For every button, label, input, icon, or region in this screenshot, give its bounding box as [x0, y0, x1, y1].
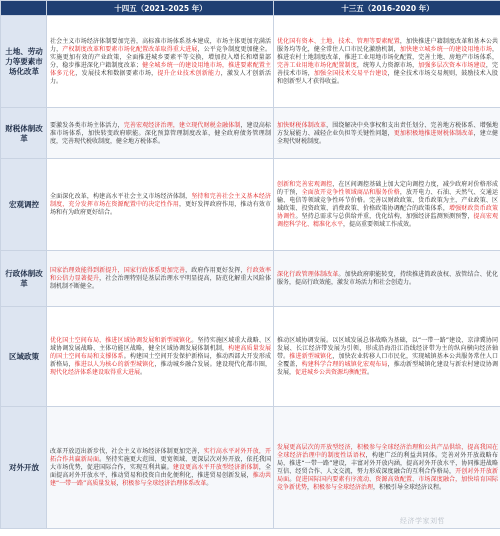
header-blank-cell	[1, 1, 47, 16]
highlighted-text: 更加积极地推进财税体制改革	[393, 129, 474, 137]
plain-text: ，加快农业转移人口市民化，实现城镇基本公共服务常住人口全覆盖，	[277, 353, 498, 368]
row-category: 财税体制改革	[1, 108, 47, 159]
plain-text: ，建设高标准市场体系，加快转变政府职能。深化预算管理制度改革，健全政府债务管理制度，完善现代税收制度，健全地方税体系。	[50, 121, 271, 145]
header-13th-plan: 十三五（2016-2020 年）	[274, 1, 500, 16]
plain-text: ，建立健全现代财税制度。	[277, 129, 498, 145]
highlighted-text: 现代化经济体系建设取得重大进展	[50, 369, 141, 376]
highlighted-text: 加强多层次资本市场建设	[418, 62, 486, 69]
plain-text: 。坚持实施更大范围、更宽领域、更深层次对外开放，依托我国大市场优势，促进国际合作，实现互利共赢。	[50, 456, 271, 471]
highlighted-text: 健全城乡统一的建设用地市场，推进要素配置主体多元化	[50, 62, 271, 77]
highlighted-text: 促进国际国内要素有序流动、资源高效配置、市场深度融合，加快培育国际竞争新优势	[277, 476, 498, 491]
plain-text: ，围绕解决中央事权和支出责任划分、完善地方税体系、增强地方发展能力、减轻企业负担等关键性问题，	[277, 121, 498, 137]
plain-text: ，激发人才创新活力。	[50, 70, 271, 85]
highlighted-text: 开创对外开放新局面	[277, 468, 498, 483]
cell-14th-plan-text	[47, 251, 274, 307]
row-category: 行政体制改革	[1, 251, 47, 307]
header-14th-plan: 十四五（2021-2025 年）	[47, 1, 274, 16]
plain-text: ，推进农村土地制度改革，推进工业用地市场化配置，完善土地、房地产市场体系，	[277, 46, 498, 61]
plain-text: 。	[367, 369, 374, 376]
cell-14th-plan-text	[47, 159, 274, 251]
plain-text: ，健全技术市场交易规则，鼓励技术入股和创新型人才获得收益。	[277, 70, 498, 85]
plain-text: ，推动新型城镇化建设与新农村建设协调发展，	[277, 361, 498, 376]
plain-text: ，积极引导全球经济议程。	[373, 484, 446, 491]
cell-14th-plan-text	[47, 16, 274, 108]
highlighted-text: 加快财税体制改革	[277, 121, 327, 129]
table-row-factor-market-reform	[1, 16, 500, 108]
highlighted-text: 深化行政管理体制改革	[277, 271, 339, 278]
table-row-regional-policy	[1, 307, 500, 407]
cell-14th-plan-text	[47, 108, 274, 159]
highlighted-text: 加快建立城乡统一的建设用地市场	[399, 46, 492, 53]
highlighted-text: 坚持和完善社会主义基本经济制度，充分发挥市场在资源配置中的决定性作用	[50, 193, 271, 208]
highlighted-text: 完善宏观经济治理，建立现代财税金融体制	[123, 121, 241, 129]
highlighted-text: 优化国有资本、土地、技术、管理等要素配置	[277, 38, 400, 45]
table-row-fiscal-tax-reform	[1, 108, 500, 159]
highlighted-text: 推进以人为核心的新型城镇化	[74, 361, 155, 368]
highlighted-text: 推进新型城镇化	[289, 353, 333, 360]
highlighted-text: 创新和完善宏观调控	[277, 181, 333, 188]
highlighted-text: 全面放开竞争性领域商品和服务价格	[301, 189, 400, 196]
cell-14th-plan-text	[47, 307, 274, 407]
highlighted-text: 提高宏观调控科学化、精准化水平	[277, 213, 498, 228]
plain-text: ，政府作用更好发挥，	[185, 267, 247, 274]
cell-13th-plan-text	[274, 159, 500, 251]
highlighted-text: 完善工业用地市场化配置制度	[277, 62, 357, 69]
highlighted-text: 产权制度改革和要素市场化配置改革取得重大进展	[62, 46, 198, 53]
highlighted-text: 推动共建“一带一路”高质量发展	[50, 472, 271, 487]
plain-text: 。坚持总需求与总供给并重，优化结构，加强经济监测预测预警，	[295, 213, 474, 220]
plain-text: 。坚持实施区域重大战略、区域协调发展战略、主体功能区战略，健全区域协调发展体制机制，	[50, 337, 271, 352]
highlighted-text: 积极参与全球经济治理	[313, 484, 374, 491]
plain-text: ，更好发挥政府作用，推动有效市场和有为政府更好结合。	[50, 201, 271, 216]
plain-text: ，推动城乡融合发展。建设现代化都市圈，	[154, 361, 271, 368]
plain-text: 。加快政府职能转变，持续推进简政放权、放管结合、优化服务，提高行政效能，激发市场活力和社会创造力。	[277, 271, 498, 286]
plain-text: 。	[140, 369, 147, 376]
highlighted-text: 建设更高水平开放型经济新体制	[172, 464, 259, 471]
plain-text: ，提高重要领域工作成效。	[343, 221, 416, 228]
plain-text: 社会主义市场经济体制要加完善，高标准市场体系基本建成，市场主体更加充满活力，	[50, 38, 271, 53]
row-category: 区域政策	[1, 307, 47, 407]
cell-13th-plan-text	[274, 108, 500, 159]
plain-text: ，统筹人力资源市场，	[356, 62, 419, 69]
plain-text: ，放开电力、石油、天然气、交通运输、电信等领域竞争性环节价格。完善以财政政策、货币政策为主，产业政策、区域政策、投资政策、消费政策、价格政策协调配合的政策体系，	[277, 189, 498, 212]
highlighted-text: 构建高质量发展的国土空间布局和支撑体系	[50, 345, 271, 360]
plain-text: 改革开放迈出新步伐，社会主义市场经济体制更加完善，	[50, 448, 204, 455]
row-category: 对外开放	[1, 407, 47, 529]
highlighted-text: 构建科学合理的城镇化宏观布局	[301, 361, 388, 368]
plain-text: 全面深化改革，构建高水平社会主义市场经济体制，	[50, 193, 192, 200]
highlighted-text: 优化国土空间布局，推进区域协调发展和新型城镇化	[50, 337, 192, 344]
cell-13th-plan-text	[274, 16, 500, 108]
highlighted-text: 发展更高层次的开放型经济，积极参与全球经济治理和公共产品供给，提高我国在全球经济治理中的制度性话语权	[277, 444, 498, 459]
cell-14th-plan-text	[47, 407, 274, 529]
highlighted-text: 增强财政货币政策协调性	[277, 205, 498, 220]
table-row-opening-up	[1, 407, 500, 529]
highlighted-text: 积极参与全球经济治理体系改革	[122, 480, 207, 487]
plain-text: ，全面提高对外开放水平，推动贸易和投资自由化便利化，推进贸易创新发展，	[50, 464, 271, 479]
plain-text: ，构建广泛的利益共同体。完善对外开放战略布局，推进“一带一路”建设，丰富对外开放内涵，提高对外开放水平，协同推进战略互信、经贸合作、人文交流，努力形成深度融合的互利合作格局，	[277, 452, 498, 475]
highlighted-text: 行政效率和公信力显著提升	[50, 267, 271, 282]
plain-text: 。构建国土空间开发保护新格局，推动西部大开发形成新格局，	[50, 353, 271, 368]
table-row-macro-regulation	[1, 159, 500, 251]
plain-text: 。	[289, 476, 296, 483]
highlighted-text: 国家治理效能得到新提升，	[50, 267, 124, 274]
plain-text: ，公平竞争制度更加健全。实施更加有效的产业政策，全面推进城乡要素平等交换，增加投入增长和增量部分，稳步推进深化户籍制度改革；	[50, 46, 271, 69]
plain-text: ，发展技术和数据要素市场，	[75, 70, 158, 77]
highlighted-text: 提升企业技术创新能力	[157, 70, 221, 77]
plain-text: 要激发各类市场主体活力，	[50, 121, 124, 129]
plain-text: ，在区间调控基础上加大定向调控力度，减少政府对价格形成的干预，	[277, 181, 498, 196]
plain-text: ，完善技术市场，	[277, 62, 498, 77]
plain-text: ，	[307, 484, 314, 491]
cell-13th-plan-text	[274, 407, 500, 529]
plain-text: ，社会治理特别是基层治理水平明显提高，防范化解重大风险体制机制不断健全。	[50, 275, 271, 290]
highlighted-text: 国家行政体系更加完善	[123, 267, 186, 274]
highlighted-text: 实行高水平对外开放，开拓合作共赢新局面	[50, 448, 271, 463]
watermark-text: 经济学家刘哲	[400, 517, 445, 525]
plain-text: ，	[116, 480, 123, 487]
table-row-admin-reform	[1, 251, 500, 307]
row-category: 土地、劳动力等要素市场化改革	[1, 16, 47, 108]
plain-text: 。	[206, 480, 213, 487]
highlighted-text: 加强全国技术交易平台建设	[313, 70, 388, 77]
row-category: 宏观调控	[1, 159, 47, 251]
highlighted-text: 促进城乡公共资源均衡配置	[295, 369, 368, 376]
cell-13th-plan-text	[274, 307, 500, 407]
plain-text: 推动区域协调发展。以区域发展总体战略为基础，以“一带一路”建设、京津冀协同发展、长江经济带发展为引领，形成沿海沿江沿线经济带为主的纵向横向经济轴带。	[277, 337, 498, 360]
plain-text: ，加快推进户籍制度改革和基本公共服务均等化，健全常住人口市民化激励机制，	[277, 38, 498, 53]
cell-13th-plan-text	[274, 251, 500, 307]
